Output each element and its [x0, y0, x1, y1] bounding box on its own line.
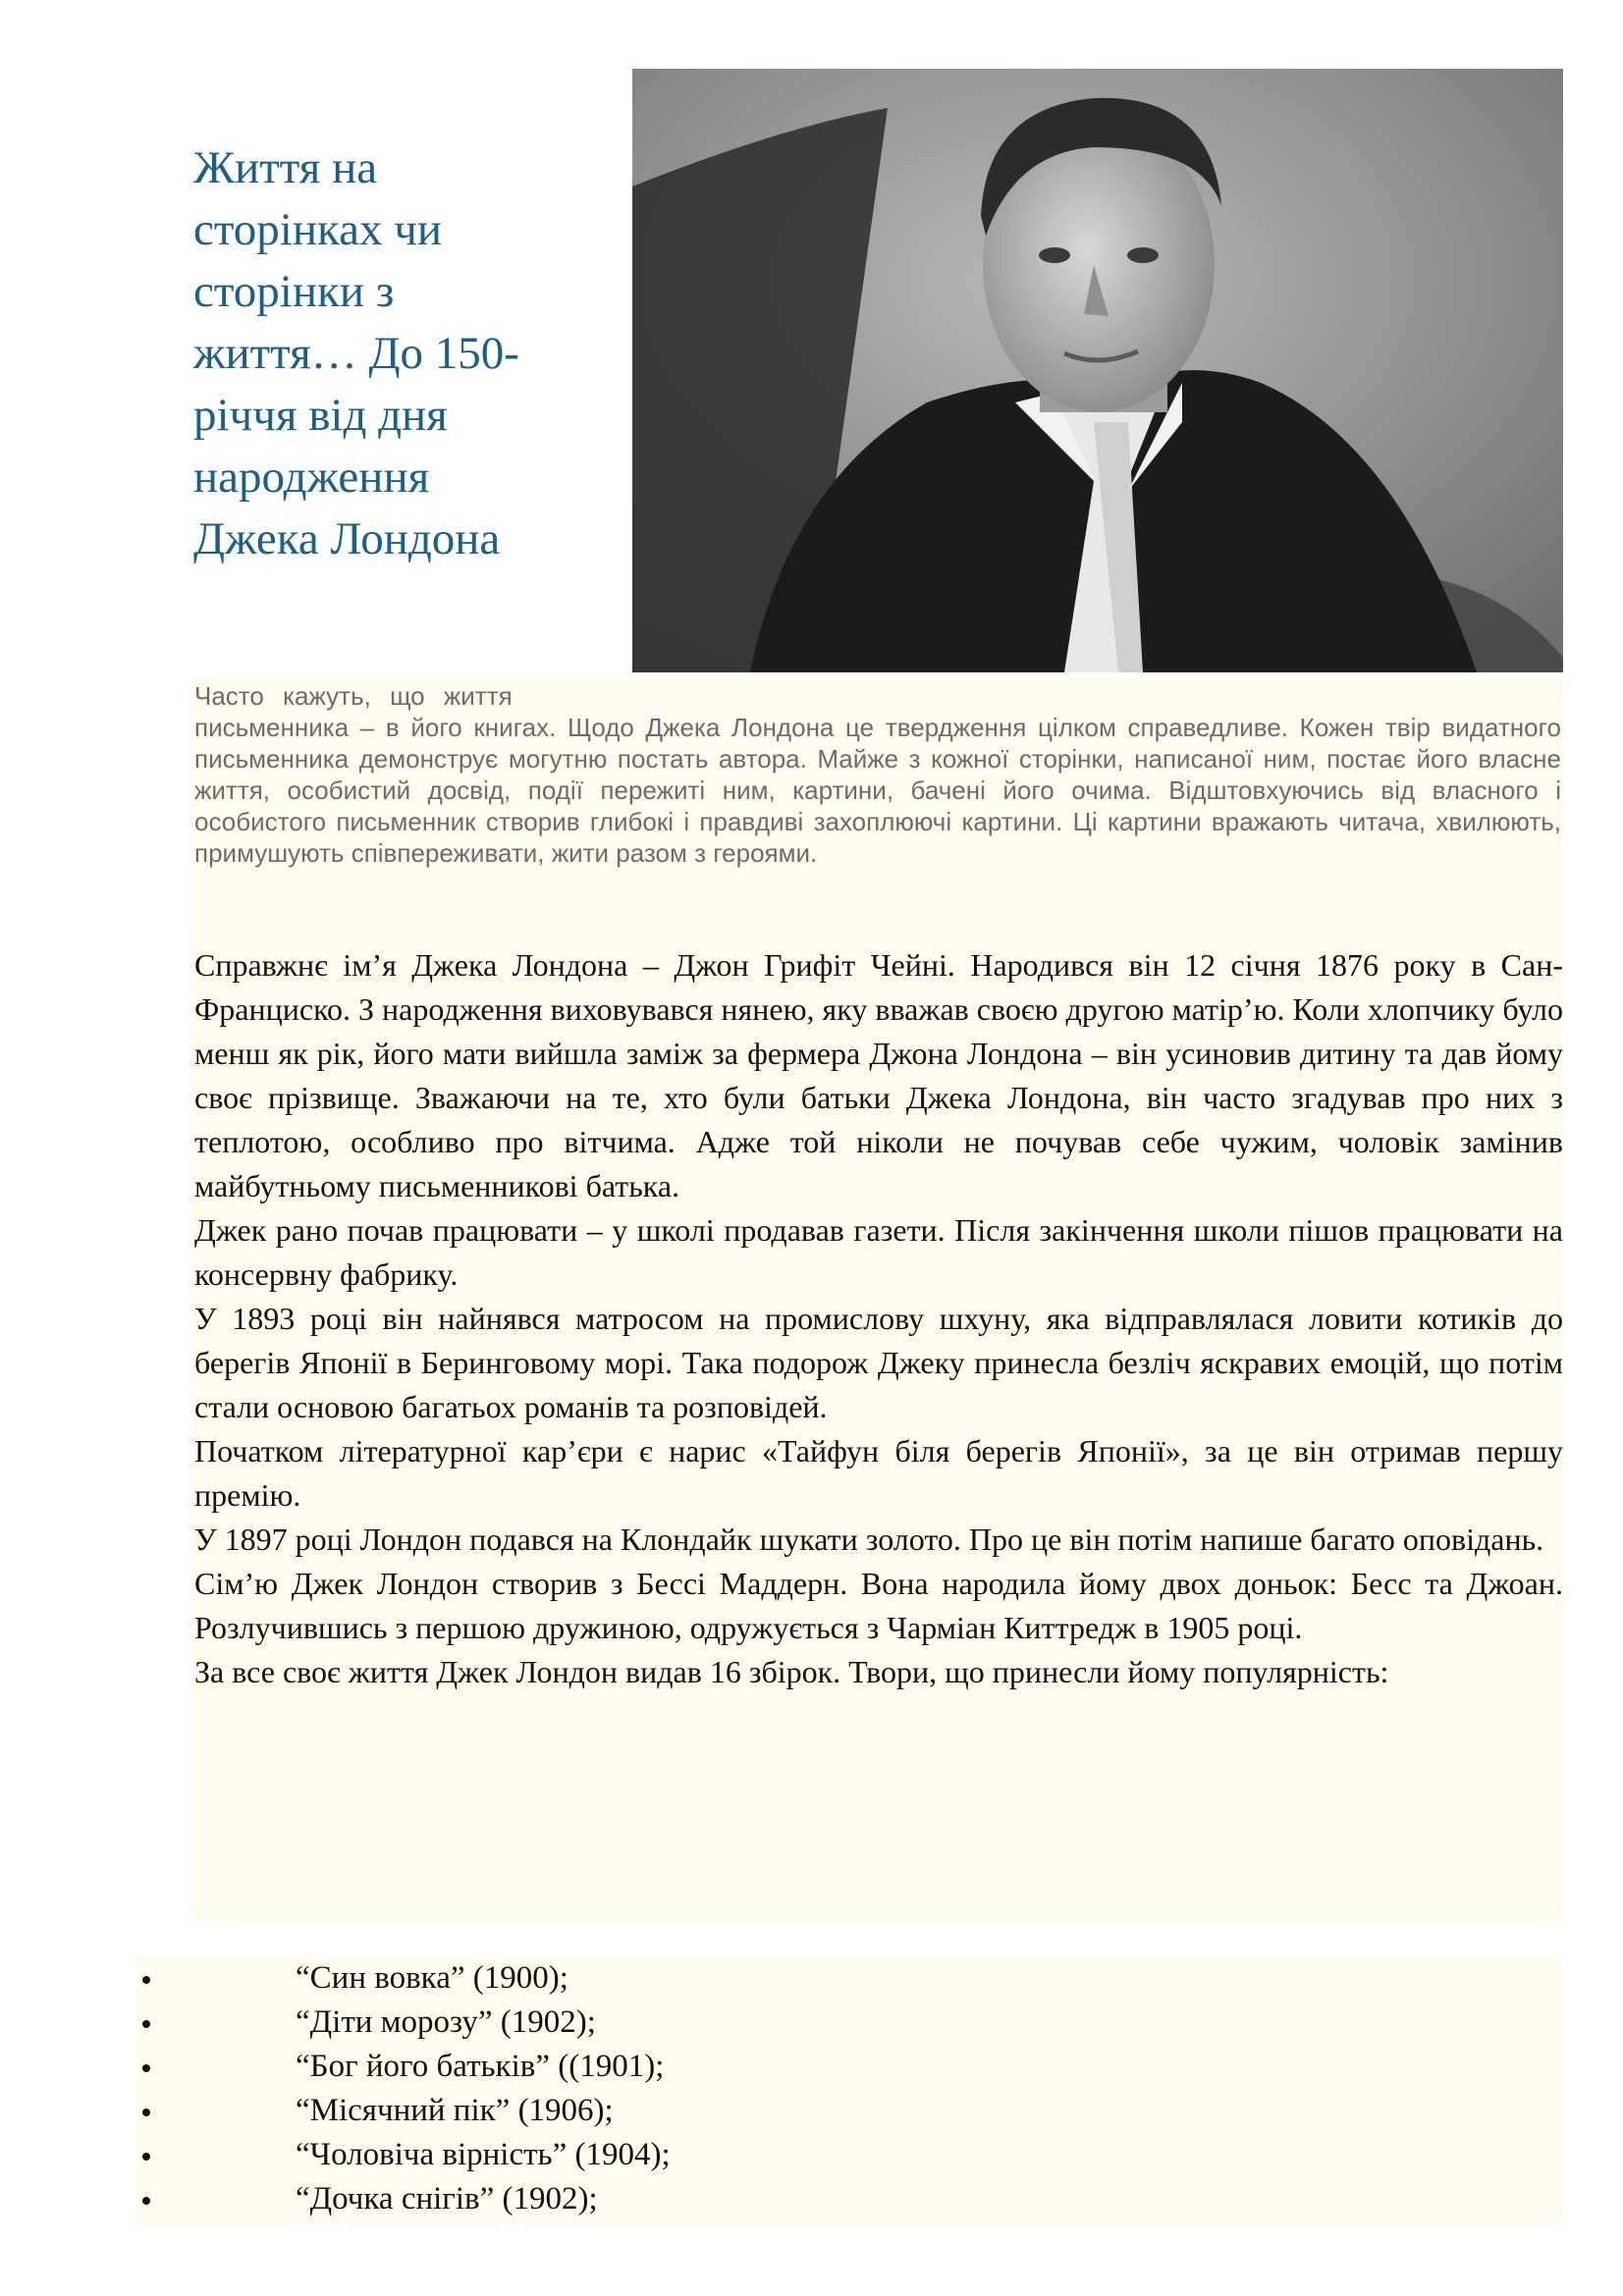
- bullet-icon: [142, 1976, 150, 1984]
- biography-paragraph: У 1897 році Лондон подався на Клондайк шукати золото. Про це він потім напише багато оповідань.: [194, 1522, 1544, 1557]
- bullet-icon: [142, 2153, 150, 2161]
- intro-text: письменника – в його книгах. Щодо Джека Лондона це твердження цілком справедливе. Кожен твір видатного письменника демонструє могутню постать автора. Майже з кожної сторінки, написаної ним, постає його власне життя, особистий досвід, події пережиті ним, картини, бачені його очима. Відштовхуючись від власного і особистого письменник створив глибокі і правдиві захоплюючі картини. Ці картини вражають читача, хвилюють, примушують співпереживати, жити разом з героями.: [194, 713, 1561, 868]
- bullet-icon: [142, 2109, 150, 2116]
- work-title: “Дочка снігів” (1902);: [296, 2181, 598, 2216]
- author-portrait-photo: [632, 69, 1563, 672]
- work-title: “Діти морозу” (1902);: [296, 2004, 596, 2040]
- bullet-icon: [142, 2197, 150, 2205]
- works-list: [137, 1956, 1119, 2221]
- title-line: народження: [193, 452, 430, 503]
- biography-paragraph: Джек рано почав працювати – у школі продавав газети. Після закінчення школи пішов працювати на консервну фабрику.: [194, 1212, 1563, 1292]
- page-title: [193, 137, 616, 570]
- list-item: [137, 2089, 1119, 2133]
- portrait-illustration: [632, 69, 1563, 672]
- work-title: “Чоловіча вірність” (1904);: [296, 2137, 671, 2172]
- work-title: “Бог його батьків” ((1901);: [296, 2049, 665, 2084]
- title-line: Джека Лондона: [193, 513, 501, 564]
- biography-paragraph: Сім’ю Джек Лондон створив з Бессі Маддерн. Вона народила йому двох доньок: Бесс та Джоан. Розлучившись з першою дружиною, одружується з Чарміан Киттредж в 1905 році.: [194, 1566, 1563, 1645]
- list-item: [137, 2001, 1119, 2045]
- list-item: [137, 2177, 1119, 2221]
- title-line: сторінках чи: [193, 204, 443, 255]
- title-line: сторінки з: [193, 266, 395, 317]
- biography-paragraph: У 1893 році він найнявся матросом на промислову шхуну, яка відправлялася ловити котиків до берегів Японії в Беринговому морі. Така подорож Джеку принесла безліч яскравих емоцій, що потім стали основою багатьох романів та розповідей.: [194, 1301, 1563, 1424]
- biography-paragraph: Справжнє ім’я Джека Лондона – Джон Грифіт Чейні. Народився він 12 січня 1876 року в Сан-Франциско. З народження виховувався нянею, яку вважав своєю другою матір’ю. Коли хлопчику було менш як рік, його мати вийшла заміж за фермера Джона Лондона – він усиновив дитину та дав йому своє прізвище. Зважаючи на те, хто були батьки Джека Лондона, він часто згадував про них з теплотою, особливо про вітчима. Адже той ніколи не почував себе чужим, чоловік замінив майбутньому письменникові батька.: [194, 947, 1563, 1203]
- bullet-icon: [142, 2020, 150, 2028]
- intro-first-line: Часто кажуть, що життя: [194, 681, 513, 711]
- biography-paragraph: За все своє життя Джек Лондон видав 16 збірок. Твори, що принесли йому популярність:: [194, 1654, 1389, 1689]
- title-line: річчя від дня: [193, 390, 448, 441]
- title-line: Життя на: [193, 142, 378, 193]
- intro-paragraph: [194, 680, 1561, 869]
- work-title: “Син вовка” (1900);: [296, 1960, 568, 1996]
- list-item: [137, 2045, 1119, 2089]
- list-item: [137, 2133, 1119, 2177]
- list-item: [137, 1956, 1119, 2001]
- biography-paragraph: Початком літературної кар’єри є нарис «Тайфун біля берегів Японії», за це він отримав першу премію.: [194, 1433, 1563, 1513]
- bullet-icon: [142, 2064, 150, 2072]
- title-line: життя… До 150-: [193, 328, 519, 379]
- work-title: “Місячний пік” (1906);: [296, 2093, 614, 2128]
- biography-text: [194, 943, 1563, 1694]
